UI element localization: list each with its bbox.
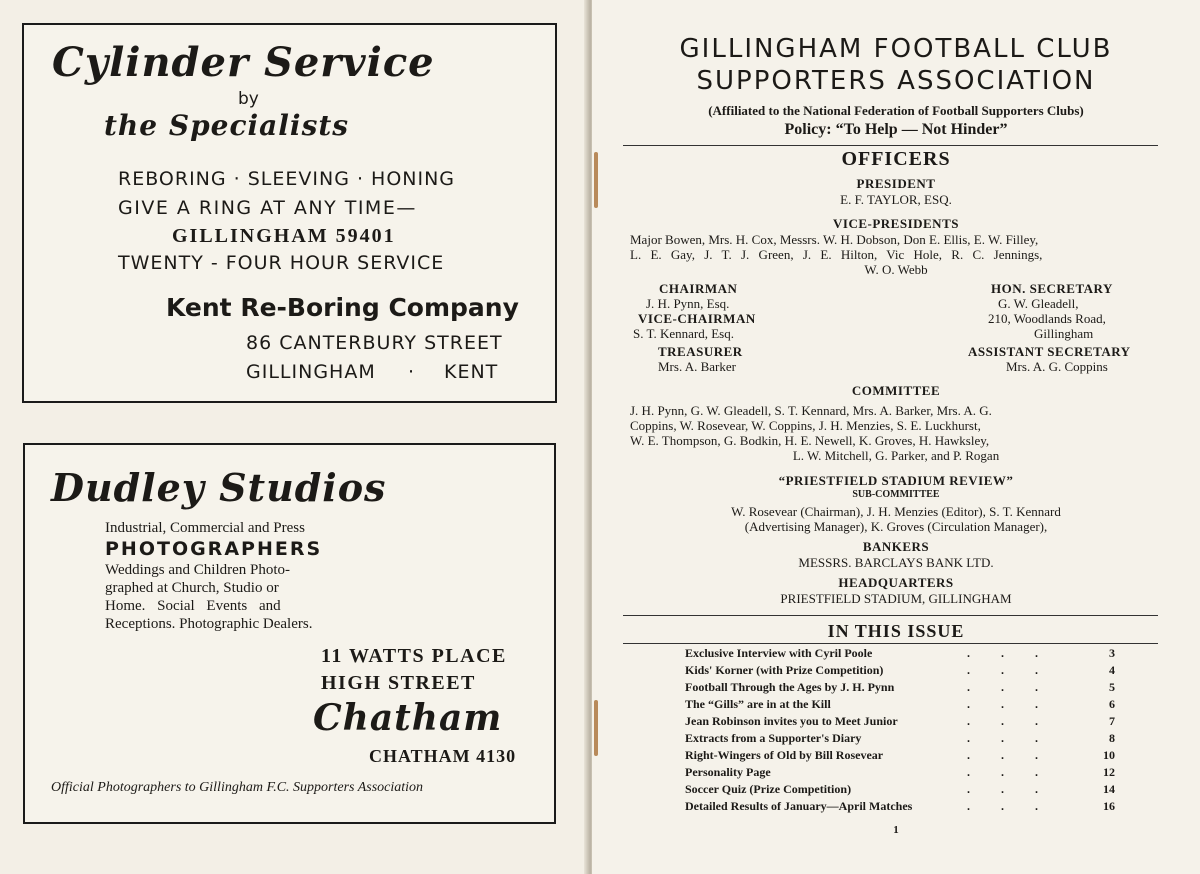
- assistant-secretary-label: ASSISTANT SECRETARY: [968, 344, 1131, 359]
- hon-secretary-name: G. W. Gleadell,: [998, 296, 1079, 311]
- leader-dots: . . .: [967, 731, 1052, 745]
- advert-line: graphed at Church, Studio or: [105, 580, 279, 596]
- president-name: E. F. TAYLOR, ESQ.: [840, 192, 952, 207]
- leader-dots: . . .: [967, 663, 1052, 677]
- advert-phone: GILLINGHAM 59401: [172, 225, 396, 247]
- advert-footer: Official Photographers to Gillingham F.C. Supporters Association: [51, 780, 424, 795]
- right-page: [592, 0, 1200, 874]
- contents-item-title: Jean Robinson invites you to Meet Junior: [685, 714, 898, 728]
- advert-line: Weddings and Children Photo-: [105, 562, 291, 578]
- vice-presidents-line: W. O. Webb: [864, 262, 928, 277]
- contents-item-page: 4: [1109, 663, 1115, 677]
- advert-town: GILLINGHAM: [246, 361, 376, 383]
- president-label: PRESIDENT: [856, 176, 936, 191]
- headquarters-address: PRIESTFIELD STADIUM, GILLINGHAM: [780, 591, 1012, 606]
- contents-item-page: 12: [1103, 765, 1115, 779]
- officers-heading: OFFICERS: [841, 148, 951, 170]
- advert-ring: GIVE A RING AT ANY TIME—: [118, 197, 417, 219]
- headquarters-label: HEADQUARTERS: [838, 575, 954, 590]
- committee-line: W. E. Thompson, G. Bodkin, H. E. Newell, K. Groves, H. Hawksley,: [630, 433, 990, 448]
- advert-hours: TWENTY - FOUR HOUR SERVICE: [118, 252, 445, 274]
- chairman-name: J. H. Pynn, Esq.: [646, 296, 730, 311]
- contents-item-title: Exclusive Interview with Cyril Poole: [685, 646, 873, 660]
- leader-dots: . . .: [967, 748, 1052, 762]
- leader-dots: . . .: [967, 697, 1052, 711]
- leader-dots: . . .: [967, 714, 1052, 728]
- bankers-label: BANKERS: [862, 539, 930, 554]
- contents-item-page: 6: [1109, 697, 1115, 711]
- contents-item-page: 8: [1109, 731, 1115, 745]
- treasurer-name: Mrs. A. Barker: [658, 359, 736, 374]
- advert-services: REBORING · SLEEVING · HONING: [118, 168, 456, 190]
- page-number: 1: [893, 824, 899, 836]
- advert-studio-name: Dudley Studios: [51, 465, 387, 510]
- advert-address: 11 WATTS PLACE: [321, 645, 507, 667]
- hon-secretary-town: Gillingham: [1034, 326, 1094, 341]
- contents-item-page: 14: [1103, 782, 1115, 796]
- advert-headline: Cylinder Service: [52, 39, 435, 86]
- contents-item-page: 3: [1109, 646, 1115, 660]
- advert-line: Industrial, Commercial and Press: [105, 520, 305, 536]
- advert-by: by: [238, 89, 259, 109]
- advert-subheadline: the Specialists: [104, 109, 350, 142]
- review-line: W. Rosevear (Chairman), J. H. Menzies (Editor), S. T. Kennard: [731, 504, 1061, 519]
- hon-secretary-address: 210, Woodlands Road,: [988, 311, 1106, 326]
- in-this-issue-heading: IN THIS ISSUE: [827, 621, 965, 641]
- review-label: “PRIESTFIELD STADIUM REVIEW”: [778, 473, 1014, 488]
- affiliation: (Affiliated to the National Federation of Football Supporters Clubs): [708, 103, 1084, 118]
- contents-item-title: The “Gills” are in at the Kill: [685, 697, 831, 711]
- policy: Policy: “To Help — Not Hinder”: [784, 121, 1008, 138]
- advert-phone: CHATHAM 4130: [369, 746, 517, 766]
- hon-secretary-label: HON. SECRETARY: [991, 281, 1113, 296]
- advert-line: Home. Social Events and: [105, 598, 281, 614]
- contents-item-page: 16: [1103, 799, 1115, 813]
- association-title-line2: SUPPORTERS ASSOCIATION: [696, 66, 1096, 96]
- contents-item-title: Detailed Results of January—April Matches: [685, 799, 913, 813]
- association-title-line1: GILLINGHAM FOOTBALL CLUB: [679, 34, 1113, 64]
- advert-separator: ·: [408, 361, 415, 383]
- contents-item-title: Kids' Korner (with Prize Competition): [685, 663, 884, 677]
- advert-address: 86 CANTERBURY STREET: [246, 332, 503, 354]
- staple: [594, 700, 598, 756]
- divider: [623, 615, 1158, 616]
- committee-line: Coppins, W. Rosevear, W. Coppins, J. H. Menzies, S. E. Luckhurst,: [630, 418, 981, 433]
- vice-presidents-label: VICE-PRESIDENTS: [833, 216, 959, 231]
- contents-item-page: 10: [1103, 748, 1115, 762]
- advert-company: Kent Re-Boring Company: [166, 293, 519, 322]
- cylinder-service-advert: [22, 23, 557, 403]
- leader-dots: . . .: [967, 799, 1052, 813]
- divider: [623, 145, 1158, 146]
- committee-label: COMMITTEE: [851, 383, 941, 398]
- contents-item-page: 7: [1109, 714, 1115, 728]
- advert-town: Chatham: [313, 697, 503, 739]
- review-line: (Advertising Manager), K. Groves (Circulation Manager),: [744, 519, 1048, 534]
- treasurer-label: TREASURER: [658, 344, 743, 359]
- advert-county: KENT: [444, 361, 499, 383]
- contents-item-title: Football Through the Ages by J. H. Pynn: [685, 680, 895, 694]
- vice-presidents-line: L. E. Gay, J. T. J. Green, J. E. Hilton, Vic Hole, R. C. Jennings,: [630, 247, 1043, 262]
- left-page: [0, 0, 588, 874]
- leader-dots: . . .: [967, 782, 1052, 796]
- vice-chairman-label: VICE-CHAIRMAN: [638, 311, 756, 326]
- committee-line: J. H. Pynn, G. W. Gleadell, S. T. Kennard, Mrs. A. Barker, Mrs. A. G.: [630, 403, 992, 418]
- leader-dots: . . .: [967, 646, 1052, 660]
- committee-line: L. W. Mitchell, G. Parker, and P. Rogan: [792, 448, 1000, 463]
- contents-item-title: Personality Page: [685, 765, 771, 779]
- advert-line: Receptions. Photographic Dealers.: [105, 616, 313, 632]
- contents-item-page: 5: [1109, 680, 1115, 694]
- leader-dots: . . .: [967, 680, 1052, 694]
- vice-chairman-name: S. T. Kennard, Esq.: [633, 326, 734, 341]
- vice-presidents-line: Major Bowen, Mrs. H. Cox, Messrs. W. H. Dobson, Don E. Ellis, E. W. Filley,: [630, 232, 1039, 247]
- bankers-name: MESSRS. BARCLAYS BANK LTD.: [798, 555, 994, 570]
- contents-item-title: Right-Wingers of Old by Bill Rosevear: [685, 748, 884, 762]
- advert-street: HIGH STREET: [321, 672, 476, 694]
- assistant-secretary-name: Mrs. A. G. Coppins: [1006, 359, 1108, 374]
- contents-item-title: Soccer Quiz (Prize Competition): [685, 782, 852, 796]
- advert-photographers: PHOTOGRAPHERS: [105, 538, 323, 560]
- chairman-label: CHAIRMAN: [659, 281, 738, 296]
- divider: [623, 643, 1158, 644]
- subcommittee-label: SUB-COMMITTEE: [852, 489, 940, 500]
- contents-item-title: Extracts from a Supporter's Diary: [685, 731, 862, 745]
- dudley-studios-advert: [23, 443, 556, 824]
- leader-dots: . . .: [967, 765, 1052, 779]
